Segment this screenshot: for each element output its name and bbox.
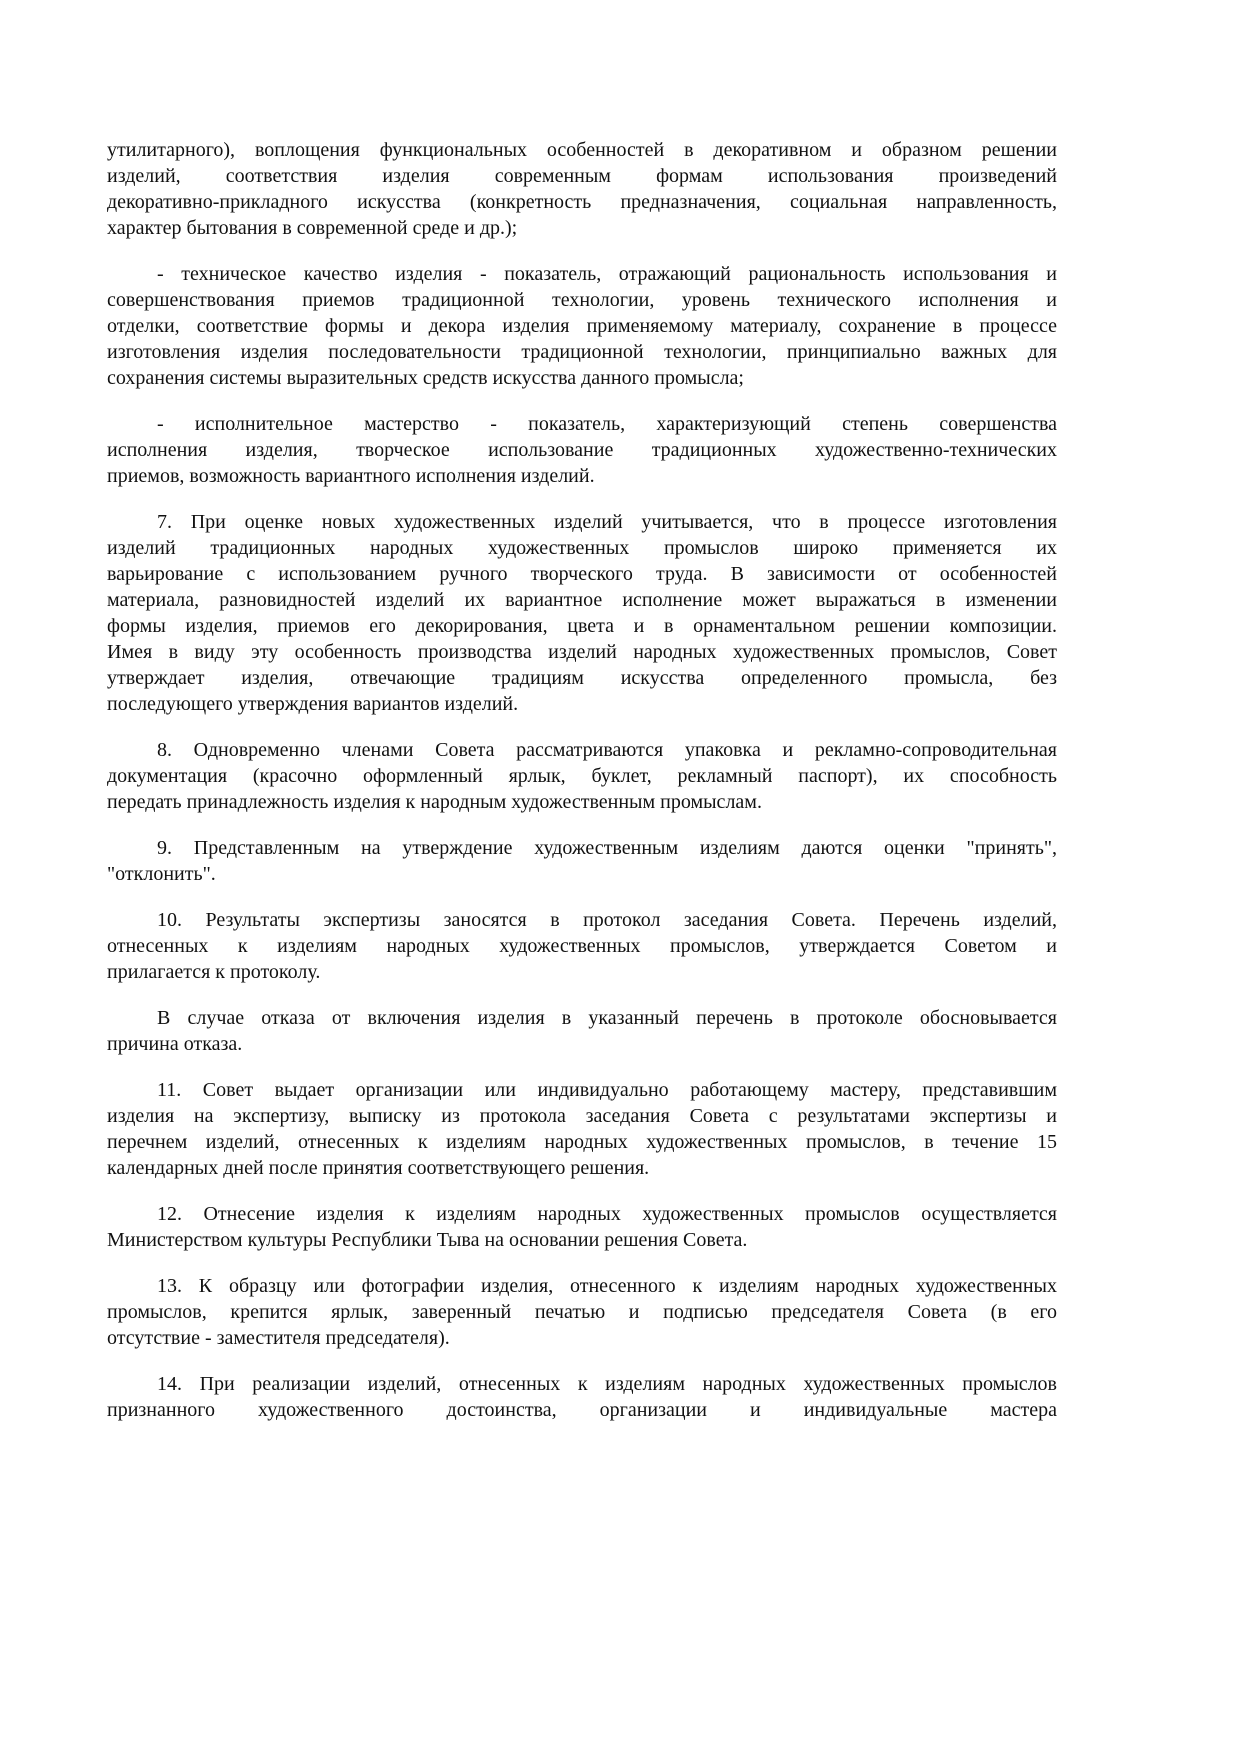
document-page bbox=[107, 137, 1057, 1443]
text-line: 8. Одновременно членами Совета рассматриваются упаковка и рекламно-сопроводительная bbox=[157, 739, 1057, 761]
paragraph bbox=[107, 137, 1057, 241]
text-line: исполнения изделия, творческое использование традиционных художественно-технических bbox=[107, 439, 1057, 461]
text-line: отнесенных к изделиям народных художественных промыслов, утверждается Советом и bbox=[107, 935, 1057, 957]
text-line: утверждает изделия, отвечающие традициям искусства определенного промысла, без bbox=[107, 667, 1057, 689]
text-line: передать принадлежность изделия к народным художественным промыслам. bbox=[107, 791, 762, 813]
text-line: 7. При оценке новых художественных изделий учитывается, что в процессе изготовления bbox=[157, 511, 1057, 533]
text-line: декоративно-прикладного искусства (конкретность предназначения, социальная направленность, bbox=[107, 191, 1057, 213]
paragraph bbox=[107, 737, 1057, 815]
text-line: Имея в виду эту особенность производства изделий народных художественных промыслов, Совет bbox=[107, 641, 1057, 663]
text-line: материала, разновидностей изделий их вариантное исполнение может выражаться в изменении bbox=[107, 589, 1057, 611]
paragraph bbox=[107, 907, 1057, 985]
text-line: 11. Совет выдает организации или индивидуально работающему мастеру, представившим bbox=[157, 1079, 1057, 1101]
text-line: прилагается к протоколу. bbox=[107, 961, 321, 983]
text-line: изготовления изделия последовательности традиционной технологии, принципиально важных для bbox=[107, 341, 1057, 363]
text-line: 9. Представленным на утверждение художественным изделиям даются оценки "принять", bbox=[157, 837, 1057, 859]
paragraph bbox=[107, 1005, 1057, 1057]
text-line: приемов, возможность вариантного исполнения изделий. bbox=[107, 465, 595, 487]
text-line: - техническое качество изделия - показатель, отражающий рациональность использования и bbox=[157, 263, 1057, 285]
text-line: изделия на экспертизу, выписку из протокола заседания Совета с результатами экспертизы и bbox=[107, 1105, 1057, 1127]
paragraph bbox=[107, 1371, 1057, 1423]
text-line: - исполнительное мастерство - показатель, характеризующий степень совершенства bbox=[157, 413, 1057, 435]
paragraph bbox=[107, 509, 1057, 717]
text-line: формы изделия, приемов его декорирования, цвета и в орнаментальном решении композиции. bbox=[107, 615, 1057, 637]
paragraph bbox=[107, 1273, 1057, 1351]
text-line: В случае отказа от включения изделия в указанный перечень в протоколе обосновывается bbox=[157, 1007, 1057, 1029]
text-line: варьирование с использованием ручного творческого труда. В зависимости от особенностей bbox=[107, 563, 1057, 585]
text-line: характер бытования в современной среде и др.); bbox=[107, 217, 518, 239]
text-line: календарных дней после принятия соответствующего решения. bbox=[107, 1157, 650, 1179]
paragraph bbox=[107, 1201, 1057, 1253]
text-line: отсутствие - заместителя председателя). bbox=[107, 1327, 450, 1349]
text-line: 12. Отнесение изделия к изделиям народных художественных промыслов осуществляется bbox=[157, 1203, 1057, 1225]
paragraph bbox=[107, 1077, 1057, 1181]
text-line: документация (красочно оформленный ярлык, буклет, рекламный паспорт), их способность bbox=[107, 765, 1057, 787]
text-line: сохранения системы выразительных средств искусства данного промысла; bbox=[107, 367, 744, 389]
text-line: "отклонить". bbox=[107, 863, 216, 885]
text-line: 10. Результаты экспертизы заносятся в протокол заседания Совета. Перечень изделий, bbox=[157, 909, 1057, 931]
text-line: последующего утверждения вариантов изделий. bbox=[107, 693, 519, 715]
text-line: перечнем изделий, отнесенных к изделиям народных художественных промыслов, в течение 15 bbox=[107, 1131, 1057, 1153]
text-line: 13. К образцу или фотографии изделия, отнесенного к изделиям народных художественных bbox=[157, 1275, 1057, 1297]
text-line: промыслов, крепится ярлык, заверенный печатью и подписью председателя Совета (в его bbox=[107, 1301, 1057, 1323]
text-line: признанного художественного достоинства, организации и индивидуальные мастера bbox=[107, 1399, 1057, 1421]
text-line: Министерством культуры Республики Тыва на основании решения Совета. bbox=[107, 1229, 748, 1251]
paragraph bbox=[107, 835, 1057, 887]
paragraph bbox=[107, 261, 1057, 391]
text-line: причина отказа. bbox=[107, 1033, 243, 1055]
text-line: утилитарного), воплощения функциональных особенностей в декоративном и образном решении bbox=[107, 139, 1057, 161]
text-line: изделий традиционных народных художественных промыслов широко применяется их bbox=[107, 537, 1057, 559]
text-line: совершенствования приемов традиционной технологии, уровень технического исполнения и bbox=[107, 289, 1057, 311]
text-line: 14. При реализации изделий, отнесенных к изделиям народных художественных промыслов bbox=[157, 1373, 1057, 1395]
paragraph bbox=[107, 411, 1057, 489]
text-line: изделий, соответствия изделия современным формам использования произведений bbox=[107, 165, 1057, 187]
text-line: отделки, соответствие формы и декора изделия применяемому материалу, сохранение в процессе bbox=[107, 315, 1057, 337]
